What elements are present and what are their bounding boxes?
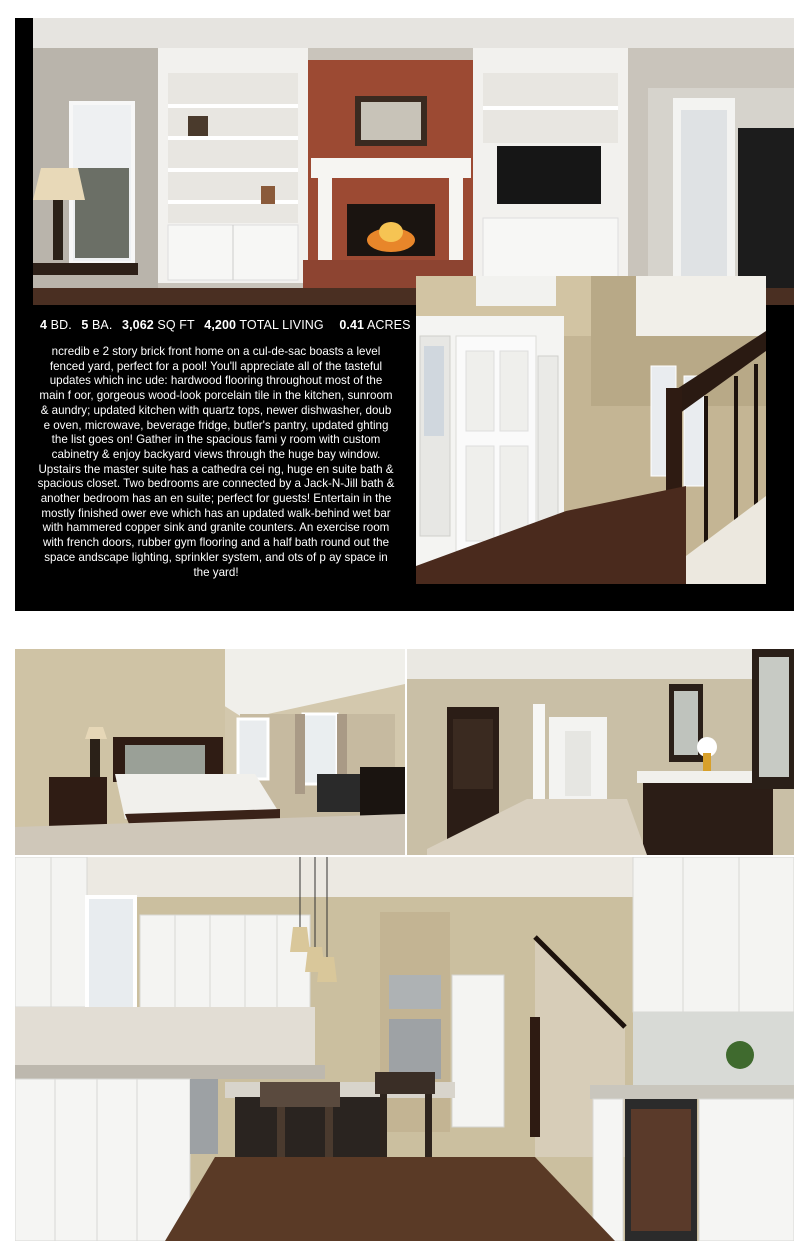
beds-value: 4 [40, 318, 48, 332]
beds-unit: BD. [50, 318, 72, 332]
acres-unit: ACRES [366, 318, 411, 332]
baths-unit: BA. [92, 318, 113, 332]
kitchen-photo [15, 857, 794, 1241]
baths-value: 5 [81, 318, 89, 332]
acres-value: 0.41 [339, 318, 365, 332]
foyer-staircase-photo [416, 276, 766, 584]
sqft-value: 3,062 [122, 318, 154, 332]
listing-stats [40, 318, 420, 332]
master-bedroom-photo [15, 649, 405, 855]
total-living-value: 4,200 [204, 318, 237, 332]
family-room-fireplace-photo [33, 18, 794, 305]
master-bath-photo [407, 649, 794, 855]
listing-description: ncredib e 2 story brick front home on a cul-de-sac boasts a level fenced yard, perfect for a pool! You'll appreciate all of the tasteful updates which inc ude: hardwood flooring throughout most of the main f oor, gorgeous wood-look porcelain tile in the kitchen, sunroom & aundry; updated kitchen with quartz tops, newer dishwasher, doub e oven, microwave, beverage fridge, butler's pantry, updated ghting the list goes on! Gather in the spacious fami y room with custom cabinetry & enjoy backyard views through the huge bay window. Upstairs the master suite has a cathedra cei ng, huge en suite bath & spacious closet. Two bedrooms are connected by a Jack-N-Jill bath & another bedroom has an en suite; perfect for guests! Entertain in the mostly finished ower eve which has an updated walk-behind wet bar with hammered copper sink and granite counters. An exercise room with french doors, rubber gym flooring and a half bath round out the space andscape lighting, sprinkler system, and ots of p ay space in the yard! [37, 345, 395, 579]
sqft-unit: SQ FT [157, 318, 195, 332]
total-living-unit: TOTAL LIVING [239, 318, 324, 332]
